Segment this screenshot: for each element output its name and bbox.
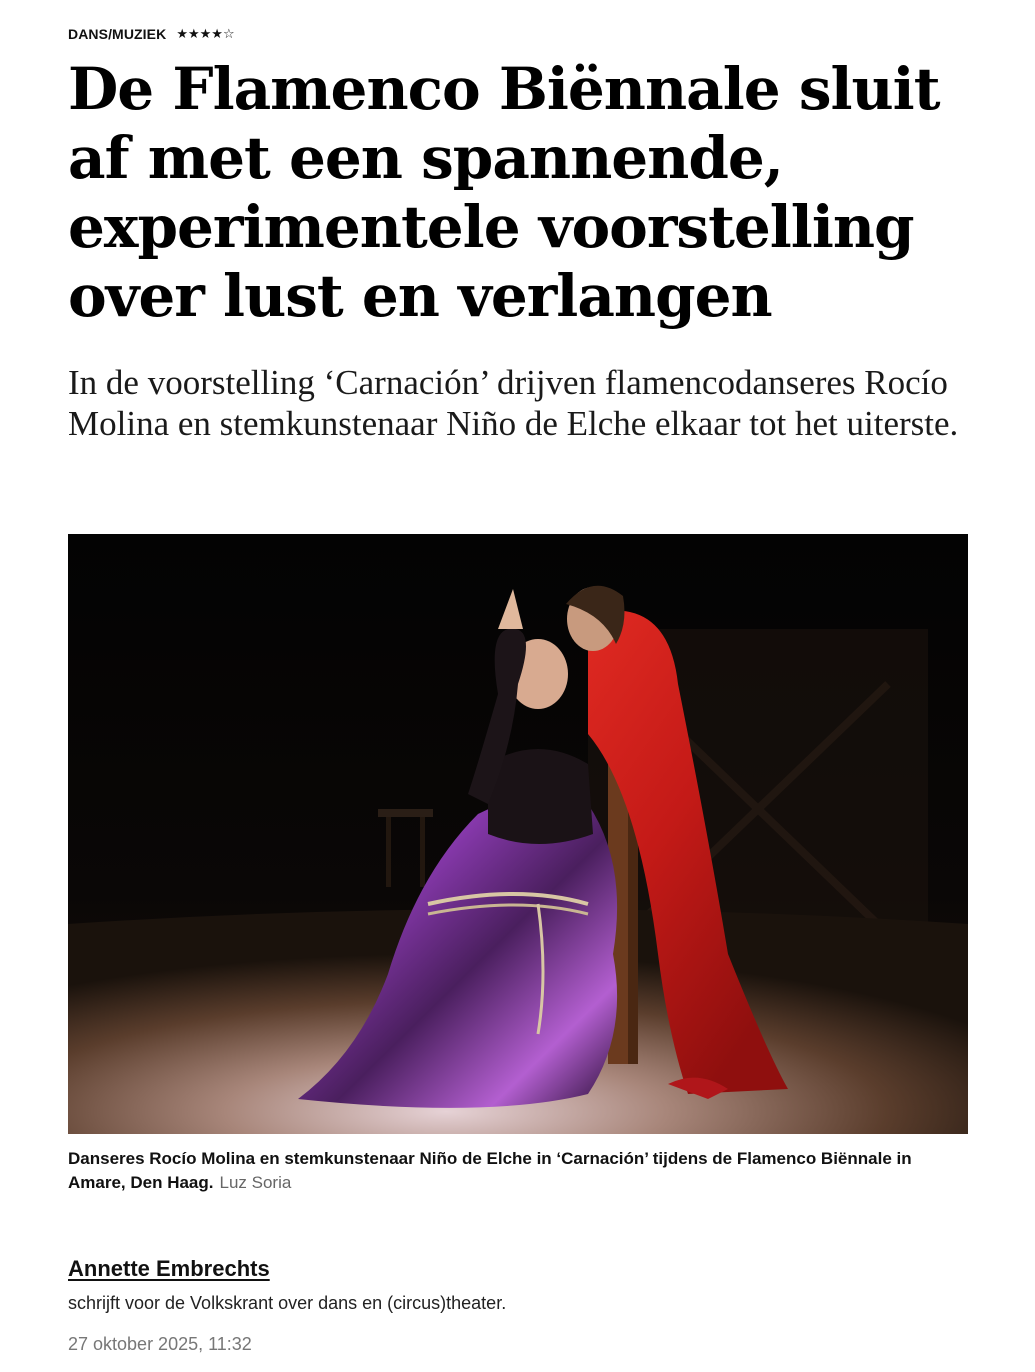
caption-text: Danseres Rocío Molina en stemkunstenaar Niño de Elche in ‘Carnación’ tijdens de Flamenco Biënnale in Amare, Den Haag. [68, 1149, 912, 1192]
star-filled-icon: ★ [187, 26, 200, 42]
star-rating [176, 28, 234, 41]
star-filled-icon: ★ [176, 26, 188, 42]
star-empty-icon: ☆ [222, 26, 235, 42]
article-photo[interactable] [68, 534, 968, 1134]
photo-caption [68, 1147, 948, 1195]
section-label[interactable]: DANS/MUZIEK [68, 26, 167, 42]
star-filled-icon: ★ [211, 26, 223, 42]
intro-text: In de voorstelling ‘Carnación’ drijven flamencodanseres Rocío Molina en stemkunstenaar Niño de Elche elkaar tot het uiterste. [68, 363, 959, 443]
article-kicker [68, 25, 235, 43]
publish-date: 27 oktober 2025, 11:32 [68, 1334, 252, 1354]
star-filled-icon: ★ [199, 26, 212, 42]
headline: De Flamenco Biënnale sluit af met een spannende, experimentele voorstelling over lust en verlangen [68, 55, 940, 330]
photo-credit: Luz Soria [219, 1173, 292, 1192]
author-bio: schrijft voor de Volkskrant over dans en (circus)theater. [68, 1293, 507, 1313]
author-link[interactable]: Annette Embrechts [68, 1256, 270, 1281]
stage-photo-illustration [68, 534, 968, 1134]
